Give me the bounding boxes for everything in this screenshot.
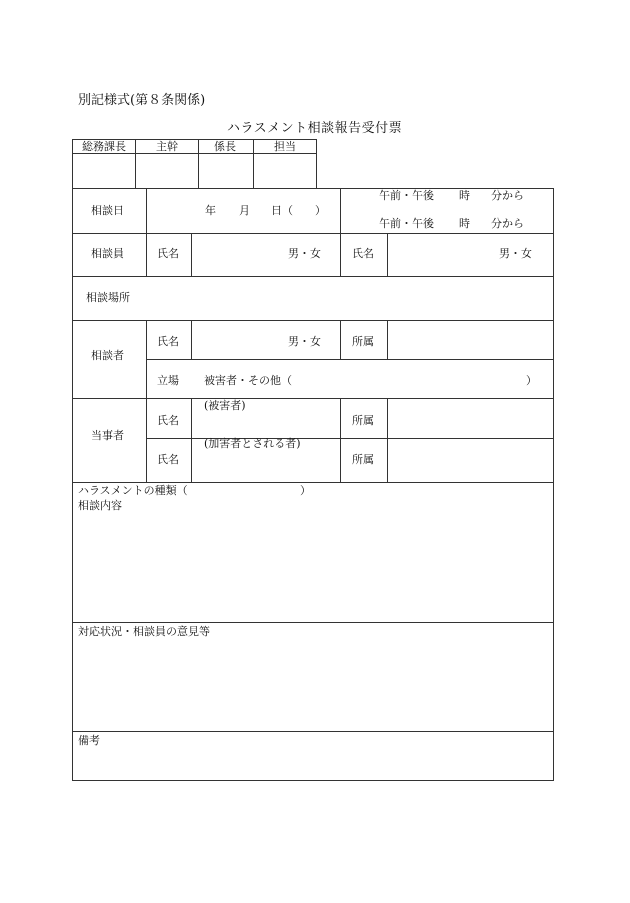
consulter-position-label: 立場 bbox=[157, 374, 179, 387]
counselor-name-label-2: 氏名 bbox=[352, 247, 374, 260]
counselor-label: 相談員 bbox=[91, 247, 124, 260]
parties-affiliation-label-1: 所属 bbox=[352, 414, 374, 427]
parties-name-label-1: 氏名 bbox=[157, 414, 179, 427]
form-reference: 別記様式(第８条関係) bbox=[78, 93, 206, 108]
stamp-box-somu-kacho[interactable] bbox=[73, 154, 135, 188]
consult-date-field[interactable] bbox=[147, 189, 340, 233]
consulter-gender: 男・女 bbox=[288, 335, 321, 348]
consulter-label: 相談者 bbox=[91, 349, 124, 362]
consulter-position-options: 被害者・その他（ bbox=[204, 374, 292, 387]
place-field[interactable] bbox=[147, 277, 553, 320]
counselor-name-field-1[interactable] bbox=[192, 234, 340, 276]
victim-affiliation-field[interactable] bbox=[388, 399, 553, 438]
consulter-affiliation-field[interactable] bbox=[388, 321, 553, 359]
consultation-content-label: 相談内容 bbox=[78, 499, 122, 512]
approval-header-kakaricho: 係長 bbox=[214, 140, 236, 153]
parties-label: 当事者 bbox=[91, 429, 124, 442]
form-title: ハラスメント相談報告受付票 bbox=[227, 121, 403, 136]
perpetrator-note: (加害者とされる者) bbox=[204, 437, 301, 450]
stamp-box-kakaricho[interactable] bbox=[199, 154, 253, 188]
stamp-box-tanto[interactable] bbox=[254, 154, 316, 188]
time-from-2: 分から bbox=[491, 217, 524, 230]
consult-time-field[interactable] bbox=[341, 189, 553, 233]
parties-name-label-2: 氏名 bbox=[157, 453, 179, 466]
parties-affiliation-label-2: 所属 bbox=[352, 453, 374, 466]
time-hour-1: 時 bbox=[459, 189, 470, 202]
harassment-type-label: ハラスメントの種類（ bbox=[78, 484, 188, 497]
consulter-position-field[interactable] bbox=[192, 360, 553, 398]
remarks-label: 備考 bbox=[78, 734, 100, 747]
time-hour-2: 時 bbox=[459, 217, 470, 230]
perpetrator-name-field[interactable] bbox=[192, 439, 340, 482]
counselor-gender-1: 男・女 bbox=[288, 247, 321, 260]
consulter-affiliation-label: 所属 bbox=[352, 335, 374, 348]
response-label: 対応状況・相談員の意見等 bbox=[78, 625, 210, 638]
approval-header-shukan: 主幹 bbox=[156, 140, 178, 153]
approval-header-tanto: 担当 bbox=[274, 140, 296, 153]
time-from-1: 分から bbox=[491, 189, 524, 202]
consultation-content-area[interactable] bbox=[73, 483, 553, 622]
date-day-unit: 日（ bbox=[271, 204, 293, 217]
time-ampm-2: 午前・午後 bbox=[379, 217, 434, 230]
counselor-name-label-1: 氏名 bbox=[157, 247, 179, 260]
perpetrator-affiliation-field[interactable] bbox=[388, 439, 553, 482]
consult-date-label: 相談日 bbox=[91, 204, 124, 217]
place-label: 相談場所 bbox=[86, 291, 130, 304]
consulter-name-label: 氏名 bbox=[157, 335, 179, 348]
counselor-gender-2: 男・女 bbox=[499, 247, 532, 260]
victim-name-field[interactable] bbox=[192, 399, 340, 438]
consulter-name-field[interactable] bbox=[192, 321, 340, 359]
date-year-unit: 年 bbox=[205, 204, 216, 217]
date-month-unit: 月 bbox=[239, 204, 250, 217]
stamp-box-shukan[interactable] bbox=[136, 154, 198, 188]
victim-note: (被害者) bbox=[204, 399, 246, 412]
time-ampm-1: 午前・午後 bbox=[379, 189, 434, 202]
date-weekday-close: ） bbox=[315, 204, 326, 217]
counselor-name-field-2[interactable] bbox=[388, 234, 553, 276]
consulter-position-close: ） bbox=[526, 374, 537, 387]
harassment-type-close: ） bbox=[300, 484, 311, 497]
approval-header-somu-kacho: 総務課長 bbox=[82, 140, 126, 153]
response-area[interactable] bbox=[73, 623, 553, 731]
remarks-area[interactable] bbox=[73, 732, 553, 780]
